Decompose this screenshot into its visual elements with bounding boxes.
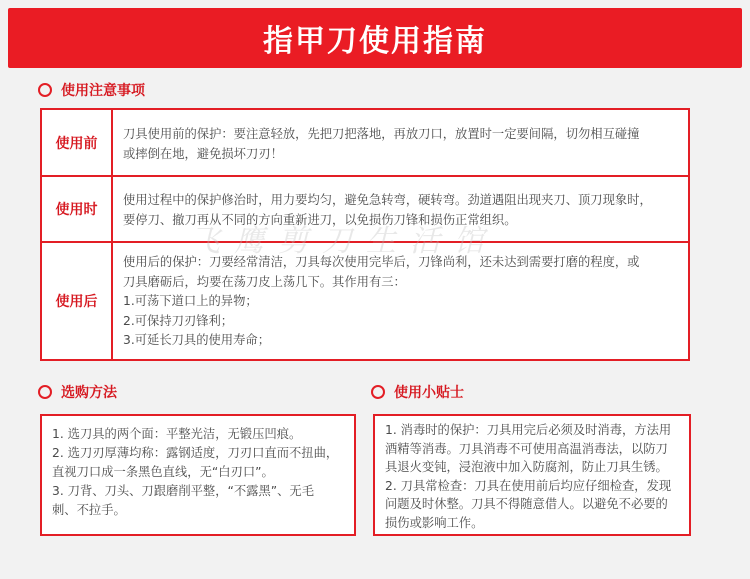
circle-bullet-icon [371, 385, 385, 399]
buying-line: 刺、不拉手。 [52, 503, 126, 517]
table-row-before [42, 110, 688, 175]
row-text-line: 要停刀、撤刀再从不同的方向重新进刀，以免损伤刀锋和损伤正常组织。 [123, 213, 517, 227]
row-text-line: 或摔倒在地，避免损坏刀刃！ [123, 146, 283, 161]
notice-heading-text: 使用注意事项 [61, 83, 145, 99]
row-label-after: 使用后 [42, 243, 113, 359]
tips-line: 2. 刀具常检查：刀具在使用前后均应仔细检查，发现 [385, 478, 672, 493]
row-text-line: 刀具磨砺后，均要在荡刀皮上荡几下。其作用有三： [123, 274, 406, 289]
row-text-line: 刀具使用前的保护：要注意轻放，先把刀把落地，再放刀口，放置时一定要间隔，切勿相互碰撞 [123, 126, 640, 141]
tips-section-heading [371, 382, 464, 402]
tips-line: 1. 消毒时的保护：刀具用完后必须及时消毒，方法用 [385, 423, 672, 437]
tips-line: 问题及时休整。刀具不得随意借人。以避免不必要的 [385, 497, 668, 511]
buying-line: 直视刀口成一条黑色直线，无“白刃口”。 [52, 465, 274, 479]
buying-section-heading [38, 382, 117, 402]
circle-bullet-icon [38, 83, 52, 97]
buying-line: 1. 选刀具的两个面：平整光洁，无锻压凹痕。 [52, 427, 302, 441]
buying-line: 3. 刀背、刀头、刀跟磨削平整，“不露黑”、无毛 [52, 484, 315, 498]
table-row-after [42, 241, 688, 359]
tips-heading-text: 使用小贴士 [394, 385, 464, 401]
row-content-before [113, 110, 688, 175]
row-content-after [113, 243, 688, 359]
usage-tips-box [373, 414, 691, 536]
row-text-line: 1.可荡下道口上的异物； [123, 294, 258, 309]
watermark: 飞鹰剪刀生活馆 [190, 224, 498, 259]
tips-line: 具退火变钝，浸泡液中加入防腐剂，防止刀具生锈。 [385, 460, 668, 474]
row-content-during [113, 177, 688, 241]
row-label-during: 使用时 [42, 177, 113, 241]
usage-notice-table [40, 108, 690, 361]
row-text-line: 使用过程中的保护修治时，用力要均匀，避免急转弯，硬转弯。劲道遇阻出现夹刀、顶刀现象时， [123, 193, 652, 207]
buying-heading-text: 选购方法 [61, 385, 117, 401]
page-title: 指甲刀使用指南 [263, 24, 487, 59]
title-banner [8, 8, 742, 68]
row-text-line: 2.可保持刀刃锋利； [123, 313, 234, 328]
tips-line: 酒精等消毒。刀具消毒不可使用高温消毒法，以防刀 [385, 441, 668, 456]
row-text-line: 3.可延长刀具的使用寿命； [123, 333, 270, 348]
table-row-during [42, 175, 688, 241]
row-text-line: 使用后的保护：刀要经常清洁，刀具每次使用完毕后，刀锋尚利，还未达到需要打磨的程度，或 [123, 255, 640, 270]
row-label-before: 使用前 [42, 110, 113, 175]
tips-line: 损伤或影响工作。 [385, 515, 484, 530]
circle-bullet-icon [38, 385, 52, 399]
notice-section-heading [38, 80, 145, 100]
buying-line: 2. 选刀刃厚薄均称：露钢适度，刀刃口直而不扭曲， [52, 446, 339, 460]
buying-method-box [40, 414, 356, 536]
